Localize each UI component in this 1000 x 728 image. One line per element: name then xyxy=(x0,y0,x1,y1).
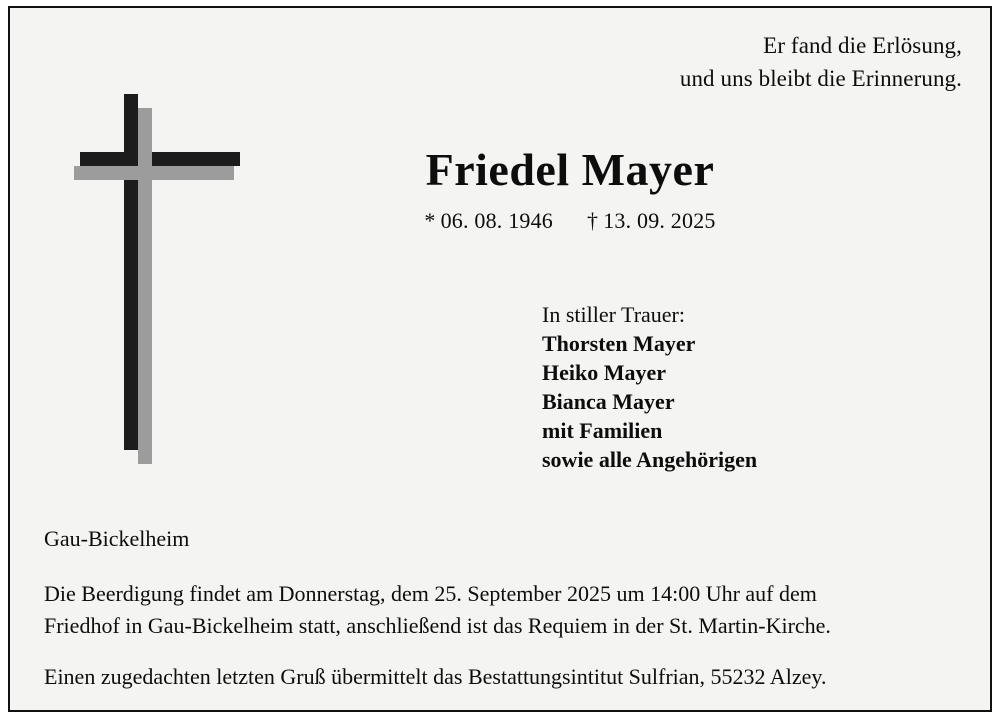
mourning-intro: In stiller Trauer: xyxy=(542,302,685,327)
cross-icon xyxy=(66,94,246,464)
mourners-block xyxy=(542,300,757,474)
cross-horizontal-bar xyxy=(74,166,234,180)
epitaph-line-2: und uns bleibt die Erinnerung. xyxy=(679,65,962,91)
funeral-institute: Einen zugedachten letzten Gruß übermittelt das Bestattungsintitut Sulfrian, 55232 Alzey. xyxy=(44,664,827,689)
mourner-5: sowie alle Angehörigen xyxy=(542,447,758,473)
deceased-name: Friedel Mayer xyxy=(425,144,715,195)
cross-vertical-bar xyxy=(138,108,152,464)
life-dates xyxy=(310,208,830,234)
name-block xyxy=(310,146,830,234)
place-of-mourning: Gau-Bickelheim xyxy=(44,526,190,551)
death-date-group xyxy=(587,208,716,233)
cross-horizontal-shadow xyxy=(80,152,240,166)
death-cross-icon: † xyxy=(587,208,599,234)
mourner-1: Thorsten Mayer xyxy=(542,331,696,357)
obituary-notice xyxy=(8,6,992,712)
funeral-line-2: Friedhof in Gau-Bickelheim statt, anschließend ist das Requiem in der St. Martin-Kirche. xyxy=(44,612,831,638)
birth-date: 06. 08. 1946 xyxy=(440,208,553,234)
epitaph xyxy=(680,30,962,95)
epitaph-line-1: Er fand die Erlösung, xyxy=(763,33,962,58)
death-date: 13. 09. 2025 xyxy=(603,208,716,234)
mourner-4: mit Familien xyxy=(542,418,663,444)
cross-vertical-shadow xyxy=(124,94,138,450)
birth-date-group xyxy=(424,208,553,233)
funeral-line-1: Die Beerdigung findet am Donnerstag, dem 25. September 2025 um 14:00 Uhr auf dem xyxy=(44,581,817,606)
birth-star-icon: * xyxy=(424,208,436,234)
mourner-3: Bianca Mayer xyxy=(542,389,675,415)
mourner-2: Heiko Mayer xyxy=(542,360,667,386)
funeral-details xyxy=(44,578,962,642)
